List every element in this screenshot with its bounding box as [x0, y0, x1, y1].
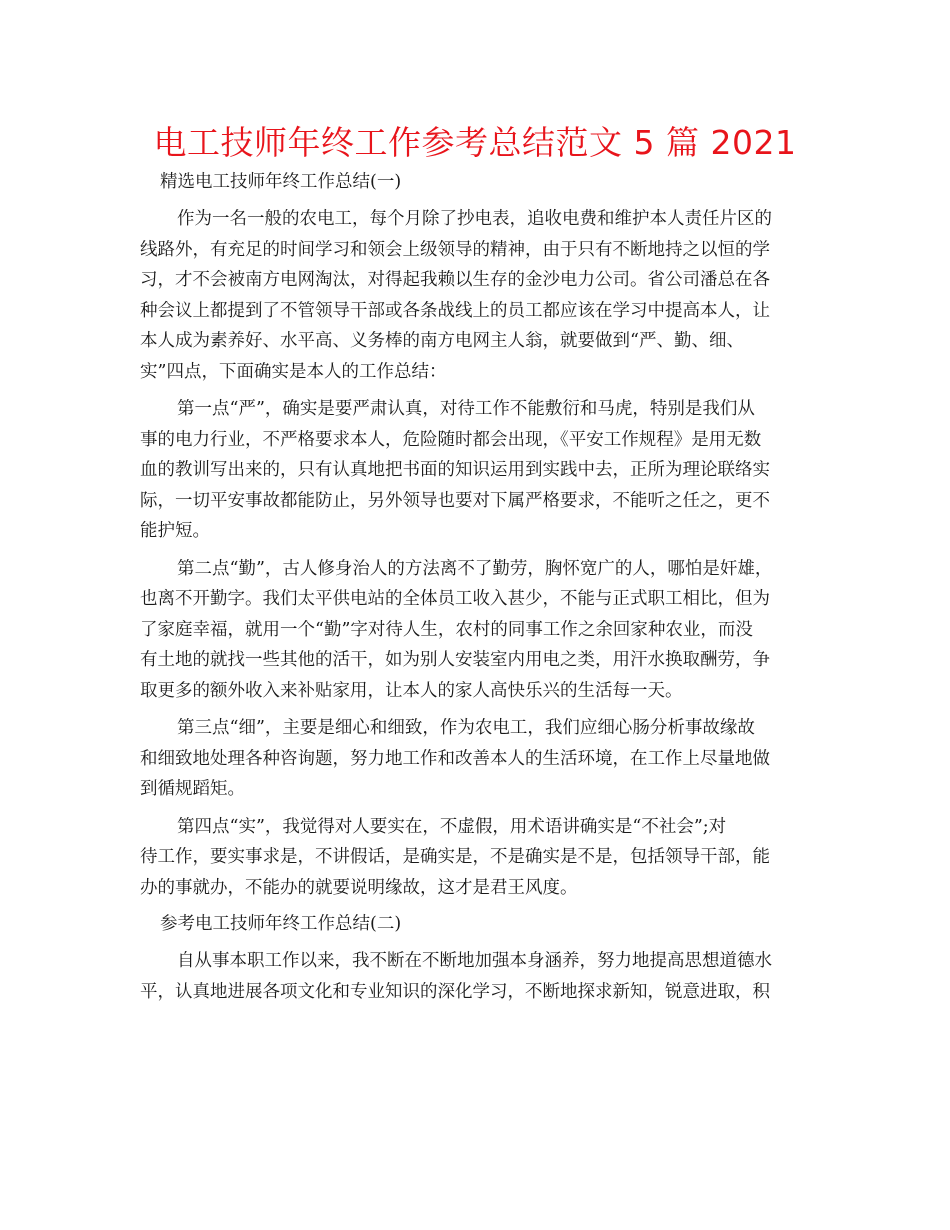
text-line: 习，才不会被南方电网淘汰，对得起我赖以生存的金沙电力公司。省公司潘总在各	[140, 270, 770, 290]
text-line: 线路外，有充足的时间学习和领会上级领导的精神，由于只有不断地持之以恒的学	[140, 239, 770, 260]
spacer	[140, 197, 812, 204]
text-line: 第一点“严”，确实是要严肃认真，对待工作不能敷衍和马虎，特别是我们从	[177, 399, 755, 419]
text-line: 了家庭幸福，就用一个“勤”字对待人生，农村的同事工作之余回家种农业，而没	[140, 619, 753, 640]
text-line: 第三点“细”，主要是细心和细致，作为农电工，我们应细心肠分析事故缘故	[177, 718, 755, 738]
text-line: 待工作，要实事求是，不讲假话，是确实是，不是确实是不是，包括领导干部，能	[140, 847, 770, 867]
section-heading: 精选电工技师年终工作总结(一)	[160, 172, 402, 192]
text-line: 种会议上都提到了不管领导干部或各条战线上的员工都应该在学习中提高本人，让	[140, 300, 770, 321]
document-title: 电工技师年终工作参考总结范文 5 篇 2021	[153, 123, 797, 162]
text-line: 有土地的就找一些其他的活干，如为别人安装室内用电之类，用汗水换取酬劳，争	[140, 650, 770, 670]
text-line: 也离不开勤字。我们太平供电站的全体员工收入甚少，不能与正式职工相比，但为	[140, 589, 770, 609]
section-heading: 参考电工技师年终工作总结(二)	[160, 914, 402, 934]
text-line: 办的事就办，不能办的就要说明缘故，这才是君王风度。	[140, 877, 578, 898]
paragraph	[140, 713, 812, 805]
paragraph	[140, 812, 812, 904]
text-line: 平，认真地进展各项文化和专业知识的深化学习，不断地探求新知，锐意进取，积	[140, 981, 770, 1002]
text-line: 际，一切平安事故都能防止，另外领导也要对下属严格要求，不能听之任之，更不	[140, 490, 770, 511]
text-line: 作为一名一般的农电工，每个月除了抄电表，追收电费和维护本人责任片区的	[177, 209, 772, 229]
text-line: 实”四点，下面确实是本人的工作总结：	[140, 361, 447, 382]
paragraph	[140, 554, 812, 707]
text-line: 自从事本职工作以来，我不断在不断地加强本身涵养，努力地提高思想道德水	[177, 951, 772, 971]
text-line: 到循规蹈矩。	[140, 779, 245, 799]
document-body	[140, 168, 812, 1014]
spacer	[140, 939, 812, 946]
paragraph	[140, 946, 812, 1007]
paragraph	[140, 204, 812, 387]
text-line: 能护短。	[140, 521, 210, 541]
text-line: 第二点“勤”，古人修身治人的方法离不了勤劳，胸怀宽广的人，哪怕是奸雄，	[177, 558, 773, 579]
text-line: 第四点“实”，我觉得对人要实在，不虚假，用术语讲确实是“不社会”;对	[177, 816, 727, 837]
text-line: 取更多的额外收入来补贴家用，让本人的家人高快乐兴的生活每一天。	[140, 680, 683, 701]
text-line: 本人成为素养好、水平高、义务棒的南方电网主人翁，就要做到“严、勤、细、	[140, 331, 744, 351]
text-line: 和细致地处理各种咨询题，努力地工作和改善本人的生活环境，在工作上尽量地做	[140, 748, 770, 769]
text-line: 事的电力行业，不严格要求本人，危险随时都会出现，《平安工作规程》是用无数	[140, 429, 762, 450]
text-line: 血的教训写出来的，只有认真地把书面的知识运用到实践中去，正所为理论联络实	[140, 460, 770, 480]
paragraph	[140, 394, 812, 547]
